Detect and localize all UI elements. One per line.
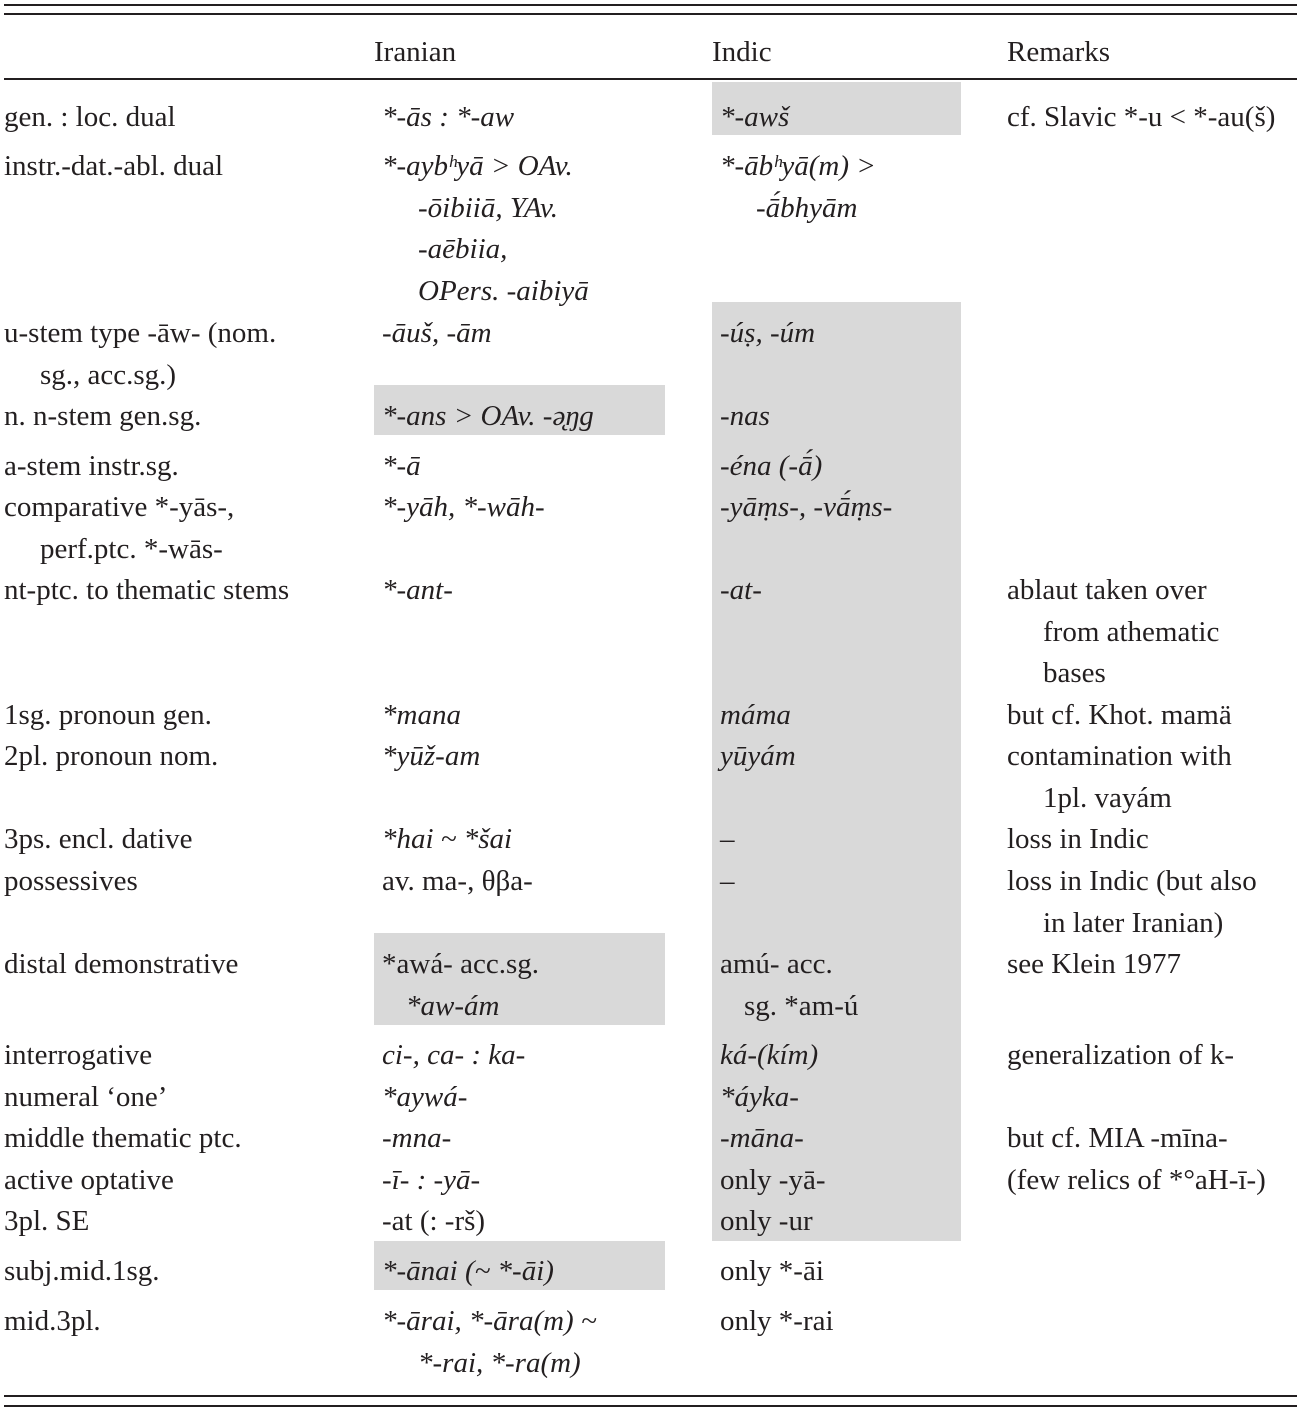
bottom-rule-inner [4, 1395, 1297, 1397]
row-indic: – [720, 865, 735, 897]
row-iranian: -at (: -rš) [382, 1205, 486, 1237]
top-rule [4, 4, 1297, 6]
row-indic: ká-(kím) [720, 1039, 819, 1071]
row-indic: -úṣ, -úm [720, 317, 816, 349]
row-indic: only *-rai [720, 1305, 834, 1337]
row-remarks: generalization of k- [1007, 1039, 1235, 1071]
row-indic: -yāṃs-, -vā́ṃs- [720, 491, 893, 523]
row-label: instr.-dat.-abl. dual [4, 150, 224, 182]
row-remarks: see Klein 1977 [1007, 948, 1181, 980]
row-label: middle thematic ptc. [4, 1122, 242, 1154]
row-indic: -nas [720, 400, 770, 432]
row-iranian: *-ārai, *-āra(m) ~ *-rai, *-ra(m) [382, 1305, 597, 1379]
header-remarks: Remarks [1007, 36, 1111, 68]
row-iranian: *-ās : *-aw [382, 101, 515, 133]
row-iranian: *-ant- [382, 574, 453, 606]
row-remarks: but cf. MIA -mīna- [1007, 1122, 1228, 1154]
row-indic: – [720, 823, 735, 855]
row-label: possessives [4, 865, 138, 897]
row-indic: máma [720, 699, 791, 731]
row-label: 1sg. pronoun gen. [4, 699, 212, 731]
row-iranian: *-ans > OAv. -ə̨ŋg [382, 400, 594, 432]
header-iranian: Iranian [374, 36, 457, 68]
row-remarks: contamination with 1pl. vayám [1007, 740, 1232, 814]
row-iranian: *mana [382, 699, 461, 731]
row-indic: only -yā- [720, 1164, 826, 1196]
row-indic: amú- acc. sg. *am-ú [720, 948, 859, 1022]
header-indic: Indic [712, 36, 772, 68]
row-remarks: ablaut taken over from athematic bases [1007, 574, 1220, 689]
row-indic: *-awš [720, 101, 790, 133]
row-indic: -māna- [720, 1122, 804, 1154]
row-iranian: *-yāh, *-wāh- [382, 491, 545, 523]
row-label: 3ps. encl. dative [4, 823, 193, 855]
row-iranian: av. ma-, θβa- [382, 865, 533, 897]
bottom-rule [4, 1405, 1297, 1407]
row-indic: *-ābʰyā(m) > -ā́bhyām [720, 150, 876, 224]
row-iranian: *aywá- [382, 1081, 468, 1113]
row-indic: only -ur [720, 1205, 813, 1237]
row-iranian: -āuš, -ām [382, 317, 492, 349]
row-label: numeral ‘one’ [4, 1081, 168, 1113]
row-remarks: but cf. Khot. mamä [1007, 699, 1232, 731]
row-iranian: *hai ~ *šai [382, 823, 513, 855]
row-iranian: *awá- acc.sg. *aw-ám [382, 948, 539, 1022]
row-indic: *áyka- [720, 1081, 799, 1113]
row-indic: yūyám [720, 740, 796, 772]
row-remarks: loss in Indic (but also in later Iranian) [1007, 865, 1257, 939]
row-indic: only *-āi [720, 1255, 824, 1287]
row-iranian: ci-, ca- : ka- [382, 1039, 526, 1071]
row-label: gen. : loc. dual [4, 101, 176, 133]
row-label: subj.mid.1sg. [4, 1255, 160, 1287]
row-label: 2pl. pronoun nom. [4, 740, 219, 772]
row-label: active optative [4, 1164, 174, 1196]
header-rule [4, 78, 1297, 80]
row-iranian: -ī- : -yā- [382, 1164, 481, 1196]
row-label: n. n-stem gen.sg. [4, 400, 202, 432]
row-iranian: *yūž-am [382, 740, 481, 772]
row-label: nt-ptc. to thematic stems [4, 574, 290, 606]
row-label: distal demonstrative [4, 948, 239, 980]
row-remarks: loss in Indic [1007, 823, 1149, 855]
row-iranian: *-ānai (~ *-āi) [382, 1255, 554, 1287]
row-label: interrogative [4, 1039, 153, 1071]
row-iranian: *-aybʰyā > OAv. -ōibiiā, YAv. -aēbiia, OPers. -aibiyā [382, 150, 589, 307]
row-remarks: (few relics of *°aH-ī-) [1007, 1164, 1266, 1196]
row-indic: -at- [720, 574, 762, 606]
row-iranian: -mna- [382, 1122, 452, 1154]
row-iranian: *-ā [382, 450, 421, 482]
row-indic: -éna (-ā́) [720, 450, 823, 482]
row-label: 3pl. SE [4, 1205, 90, 1237]
row-label: u-stem type -āw- (nom. sg., acc.sg.) [4, 317, 277, 391]
top-rule-inner [4, 13, 1297, 15]
row-label: mid.3pl. [4, 1305, 101, 1337]
row-remarks: cf. Slavic *-u < *-au(š) [1007, 101, 1276, 133]
row-label: comparative *-yās-, perf.ptc. *-wās- [4, 491, 235, 565]
row-label: a-stem instr.sg. [4, 450, 179, 482]
